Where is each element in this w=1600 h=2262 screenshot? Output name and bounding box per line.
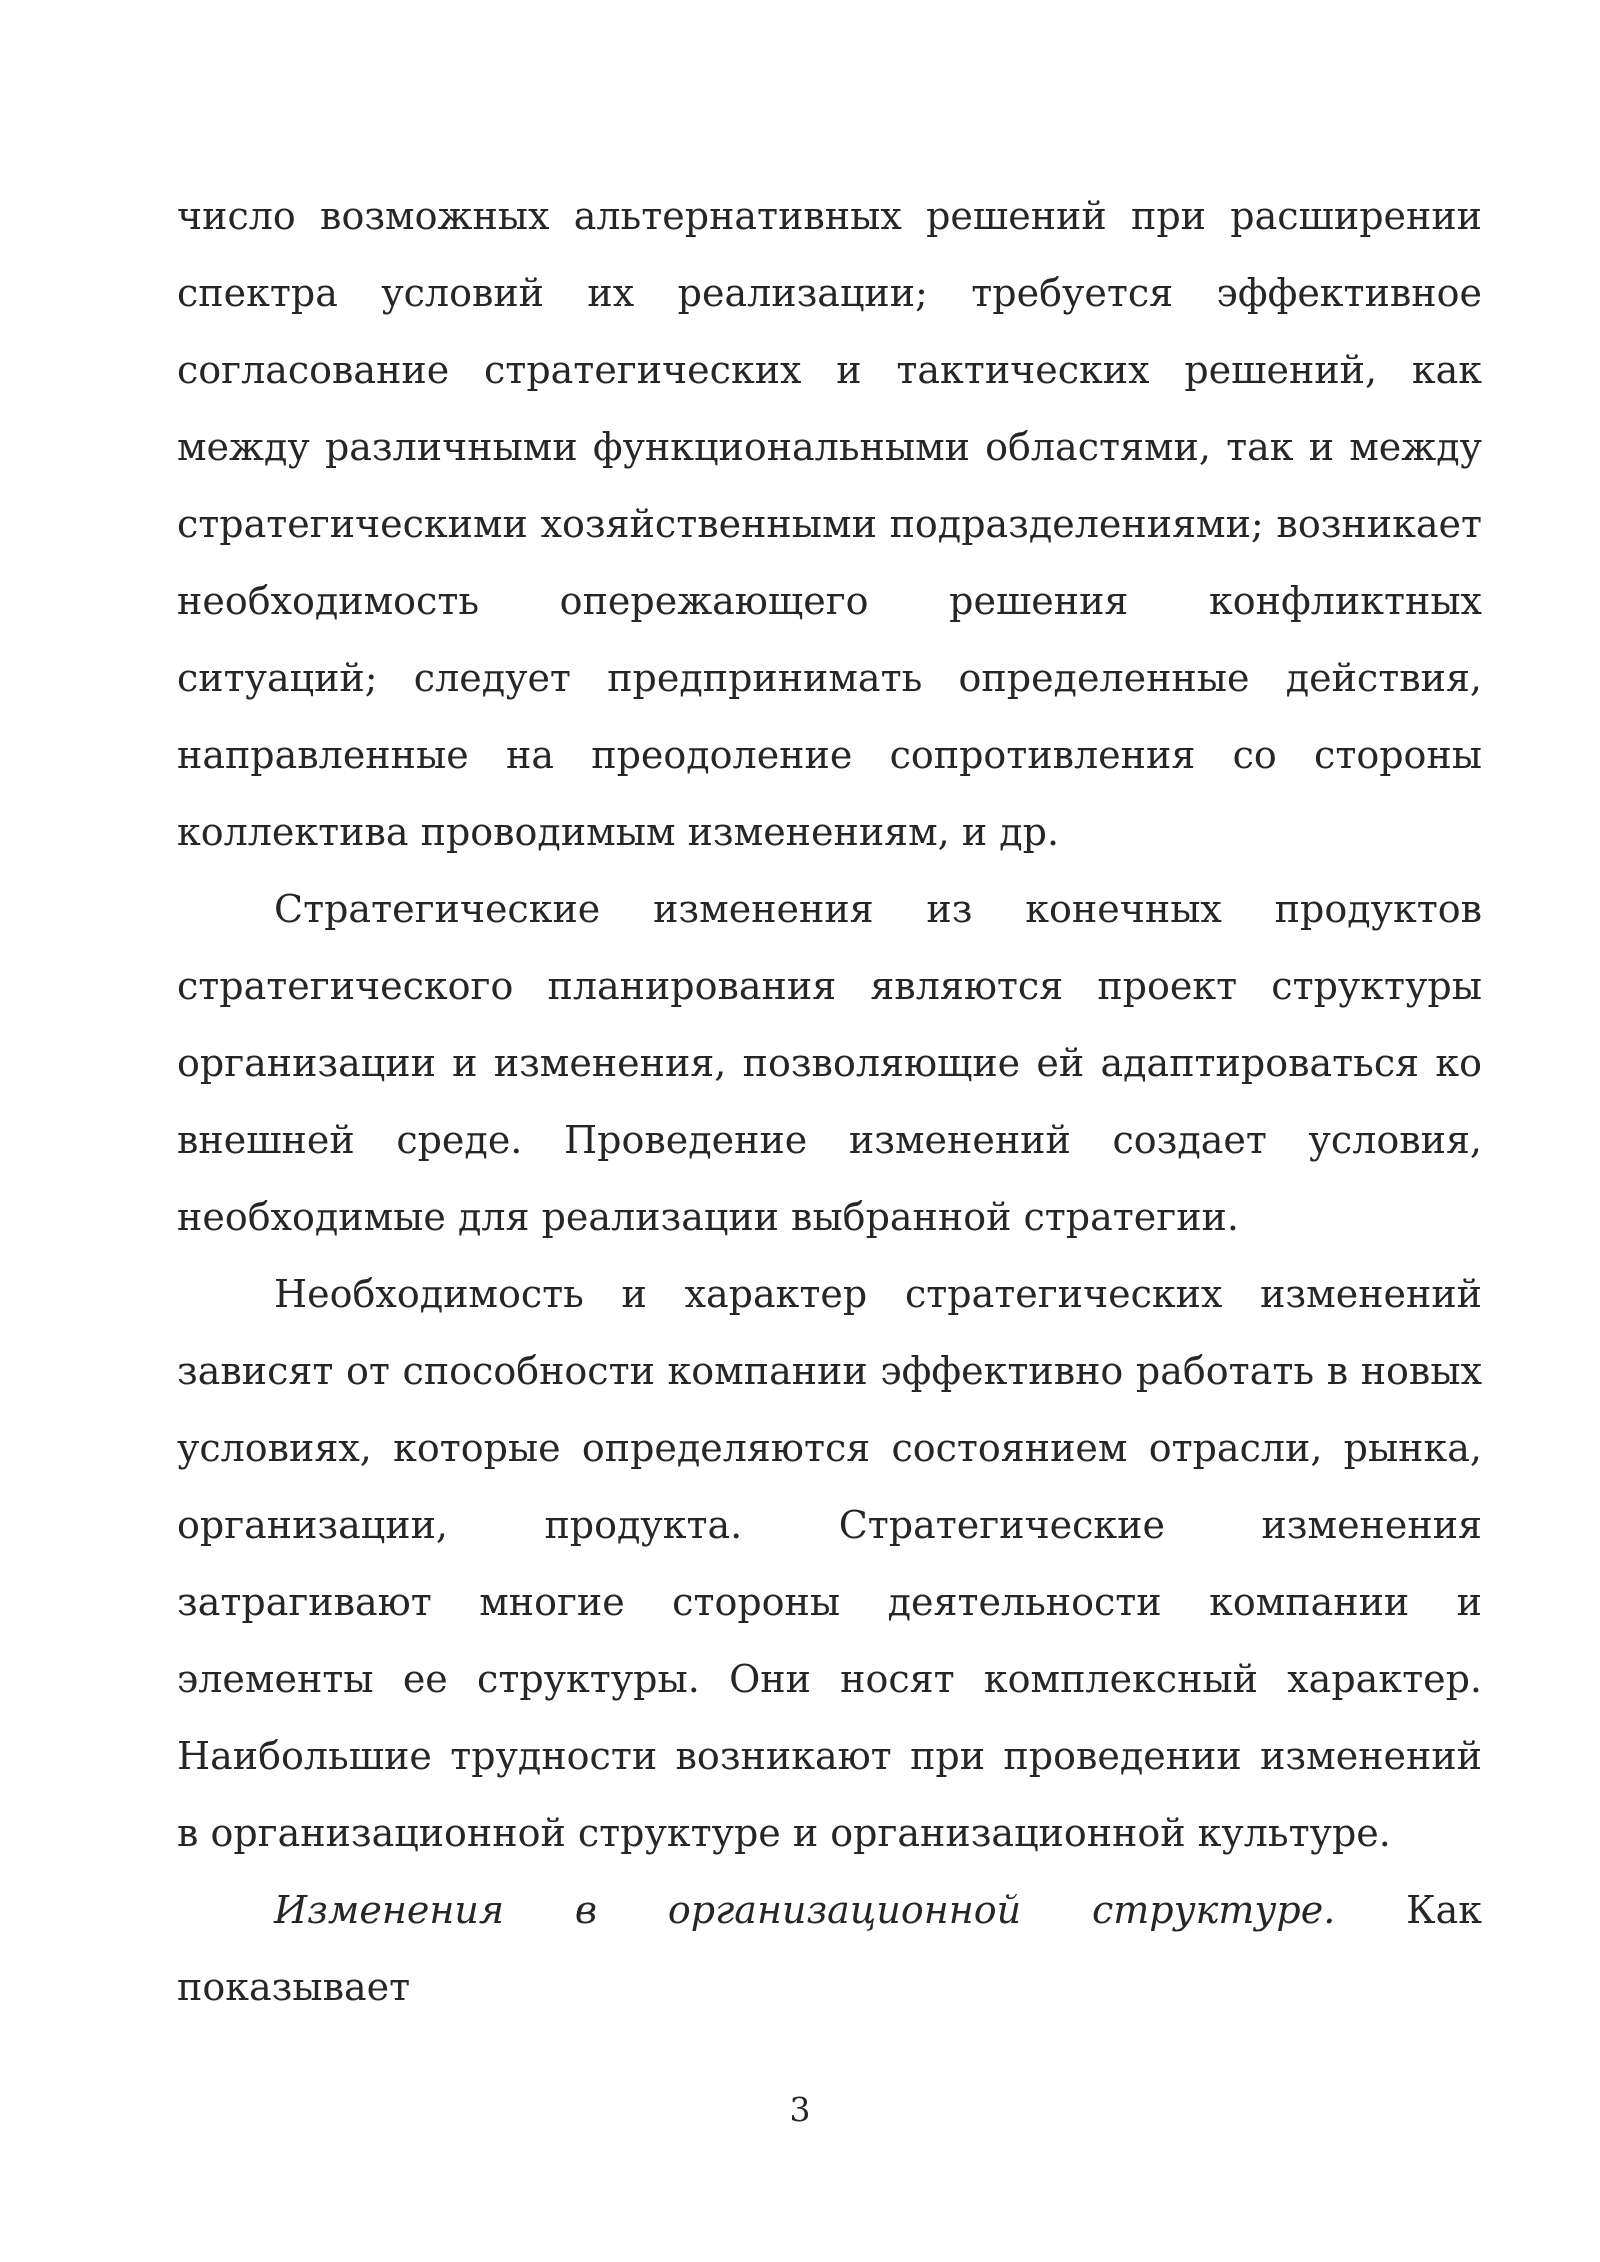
paragraph-tail: Как показывает [177, 1888, 1482, 2009]
body-text [177, 178, 1482, 2026]
page-number: 3 [789, 2090, 811, 2129]
paragraph-strategic-changes: Стратегические изменения из конечных продуктов стратегического планирования являются проект структуры организации и изменения, позволяющие ей адаптироваться ко внешней среде. Проведение изменений создает условия, необходимые для реализации выбранной стратегии. [177, 887, 1482, 1239]
italic-heading: Изменения в организационной структуре. [274, 1888, 1336, 1932]
paragraph-necessity: Необходимость и характер стратегических изменений зависят от способности компании эффективно работать в новых условиях, которые определяются состоянием отрасли, рынка, организации, продукта. Стратегические изменения затрагивают многие стороны деятельности компании и элементы ее структуры. Они носят комплексный характер. Наибольшие трудности возникают при проведении изменений в организационной структуре и организационной культуре. [177, 1272, 1482, 1855]
paragraph-continuation: число возможных альтернативных решений при расширении спектра условий их реализации; требуется эффективное согласование стратегических и тактических решений, как между различными функциональными областями, так и между стратегическими хозяйственными подразделениями; возникает необходимость опережающего решения конфликтных ситуаций; следует предпринимать определенные действия, направленные на преодоление сопротивления со стороны коллектива проводимым изменениям, и др. [177, 194, 1482, 854]
paragraph-org-structure [177, 1872, 1482, 2026]
